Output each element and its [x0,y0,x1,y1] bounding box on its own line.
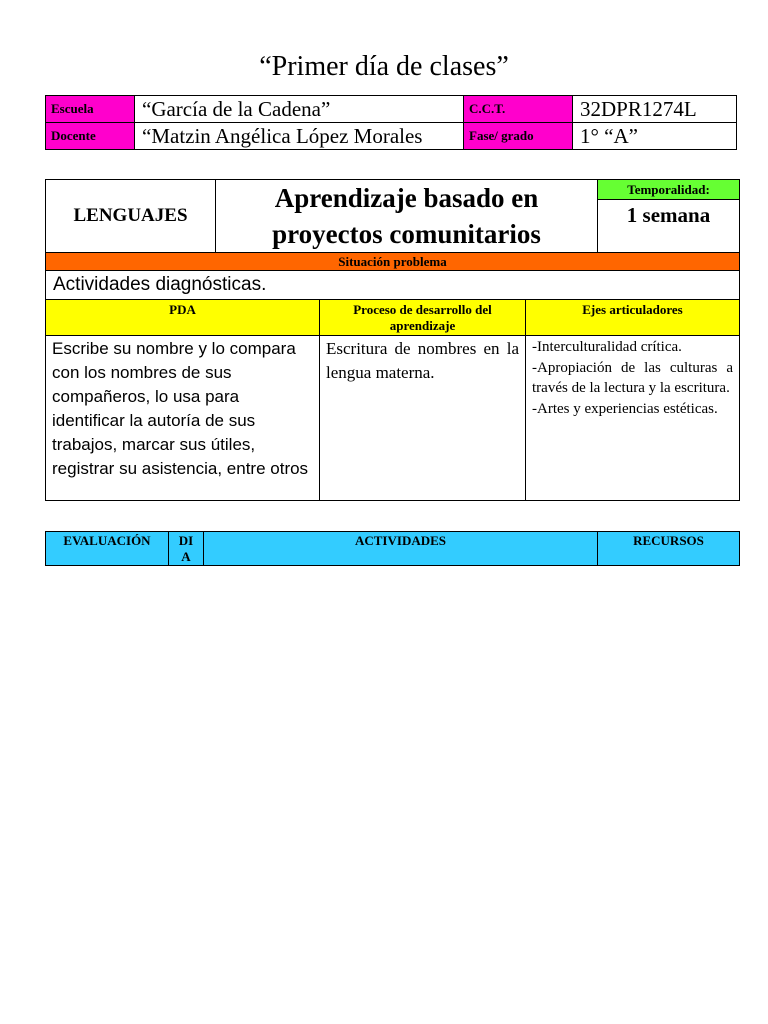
project-table [45,179,740,501]
cct-label: C.C.T. [464,96,573,123]
duration-value: 1 semana [626,203,711,227]
situation-header-row [46,253,740,271]
col-axes: Ejes articuladores [526,300,740,336]
methodology-line-2: proyectos comunitarios [272,219,541,249]
evaluation-header-row [46,532,740,566]
col-process [320,300,526,336]
col-day-line-1: DI [178,533,194,548]
col-process-line-2: aprendizaje [389,318,456,333]
info-row-school [46,96,737,123]
situation-header: Situación problema [46,253,740,271]
columns-header-row [46,300,740,336]
axis-item: -Interculturalidad crítica. [532,339,682,355]
grade-value: 1° “A” [573,123,737,150]
grade-label: Fase/ grado [464,123,573,150]
content-row [46,336,740,501]
col-activities: ACTIVIDADES [204,532,598,566]
evaluation-table [45,531,740,566]
cct-value: 32DPR1274L [573,96,737,123]
project-header-row [46,180,740,253]
situation-row [46,271,740,300]
duration-label: Temporalidad: [598,180,739,200]
teacher-value: “Matzin Angélica López Morales [135,123,464,150]
duration-cell [598,180,740,253]
info-row-teacher [46,123,737,150]
col-day-line-2: A [181,549,191,564]
info-table [45,95,737,150]
methodology-title [216,180,598,253]
pda-text: Escribe su nombre y lo compara con los nombres de sus compañeros, lo usa para identificar la autoría de sus trabajos, marcar sus útiles, registrar su asistencia, entre otros [52,339,309,478]
document-title: “Primer día de clases” [259,51,509,82]
axis-item: -Artes y experiencias estéticas. [532,400,718,417]
process-cell [320,336,526,501]
axis-item: -Apropiación de las culturas a través de la lectura y la escritura. [532,359,734,396]
col-day [169,532,204,566]
axes-list [526,336,739,420]
field-label: LENGUAJES [46,180,216,253]
process-text: Escritura de nombres en la lengua materna. [326,339,519,382]
col-process-line-1: Proceso de desarrollo del [353,302,492,317]
pda-cell [46,336,320,501]
col-pda: PDA [46,300,320,336]
situation-text: Actividades diagnósticas. [46,271,740,300]
methodology-line-1: Aprendizaje basado en [274,183,539,213]
axes-cell [526,336,740,501]
teacher-label: Docente [46,123,135,150]
col-evaluation: EVALUACIÓN [46,532,169,566]
col-resources: RECURSOS [598,532,740,566]
school-value: “García de la Cadena” [135,96,464,123]
school-label: Escuela [46,96,135,123]
